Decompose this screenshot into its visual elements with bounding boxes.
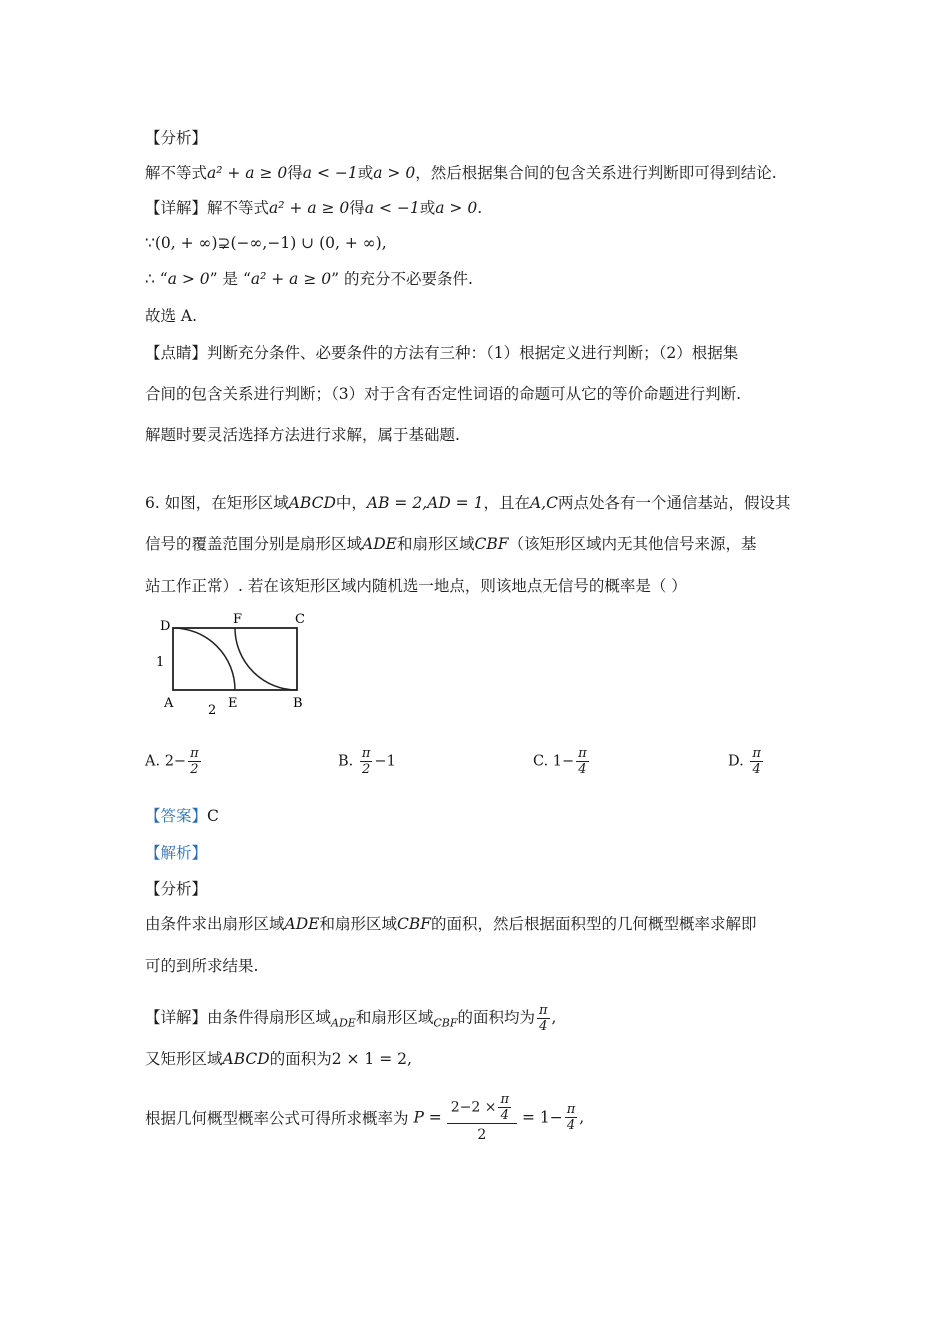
formula-line xyxy=(145,1092,584,1143)
label-e: E xyxy=(228,696,238,711)
math: ADE xyxy=(362,535,397,553)
inner-fraction xyxy=(498,1092,511,1123)
numerator: π xyxy=(500,1092,510,1107)
detail-line-2 xyxy=(145,1003,556,1035)
numerator xyxy=(447,1092,517,1123)
numerator: π xyxy=(361,746,371,761)
option-d-fraction xyxy=(750,746,763,777)
text: ∴ “ xyxy=(145,270,168,288)
text: 得 xyxy=(349,199,365,217)
analysis-heading-2: 【分析】 xyxy=(145,880,208,898)
analysis-heading: 【分析】 xyxy=(145,129,208,147)
text: 信号的覆盖范围分别是扇形区域 xyxy=(145,535,363,553)
result-fraction xyxy=(565,1102,578,1133)
text: 或 xyxy=(357,164,374,182)
rect-area-line xyxy=(145,1048,412,1070)
text: 和扇形区域 xyxy=(396,535,475,553)
option-b-tail: −1 xyxy=(374,753,396,770)
text: 中， xyxy=(335,494,367,512)
option-a-fraction xyxy=(188,746,201,777)
option-a-whole: 2− xyxy=(164,753,187,770)
question-line-3: 站工作正常）. 若在该矩形区域内随机选一地点，则该地点无信号的概率是（ ） xyxy=(145,577,687,595)
answer-line xyxy=(145,805,219,827)
therefore-line xyxy=(145,268,473,290)
text: , xyxy=(579,1108,585,1127)
answer-label: 【答案】 xyxy=(145,807,208,825)
denominator: 4 xyxy=(500,1108,509,1123)
math: ABCD xyxy=(222,1050,270,1068)
tips-line-1: 【点睛】判断充分条件、必要条件的方法有三种：（1）根据定义进行判断；（2）根据集 xyxy=(145,344,739,362)
text: ，且在 xyxy=(483,494,530,512)
option-c-label: C. xyxy=(533,753,549,770)
text: 解不等式 xyxy=(207,199,270,217)
denominator: 2 xyxy=(477,1127,487,1143)
text: 的面积均为 xyxy=(457,1008,535,1027)
analysis-line xyxy=(145,162,777,184)
numerator: π xyxy=(566,1102,576,1117)
text: 的面积为 xyxy=(269,1050,332,1068)
math: P = xyxy=(413,1108,442,1127)
option-a-label: A. xyxy=(145,753,161,770)
math: 2 × 1 = 2, xyxy=(331,1050,412,1068)
text: 或 xyxy=(419,199,436,217)
text: 两点处各有一个通信基站，假设其 xyxy=(557,494,791,512)
math: a > 0 xyxy=(167,270,210,288)
denominator: 4 xyxy=(566,1118,576,1133)
label-b: B xyxy=(293,696,303,711)
math: ADE xyxy=(331,1016,356,1030)
text: ” 的充分不必要条件. xyxy=(331,270,473,288)
math: = 1− xyxy=(521,1108,563,1127)
numerator: π xyxy=(538,1003,548,1018)
math: ABCD xyxy=(288,494,336,512)
text: 解不等式 xyxy=(145,164,208,182)
question-line-2 xyxy=(145,533,757,555)
choice-line: 故选 A. xyxy=(145,307,198,325)
denominator: 2 xyxy=(190,762,199,777)
math: A,C xyxy=(529,494,558,512)
option-c-whole: 1− xyxy=(552,753,575,770)
solution-label: 【解析】 xyxy=(145,844,208,862)
denominator: 2 xyxy=(362,762,371,777)
label-d: D xyxy=(160,619,171,634)
option-a[interactable] xyxy=(145,746,203,777)
option-d-label: D. xyxy=(728,753,744,770)
option-c[interactable] xyxy=(533,746,591,777)
option-c-fraction xyxy=(576,746,589,777)
detail-heading: 【详解】 xyxy=(145,199,208,217)
denominator: 4 xyxy=(752,762,761,777)
option-b-label: B. xyxy=(338,753,354,770)
option-b[interactable] xyxy=(338,746,396,777)
text: 由条件求出扇形区域 xyxy=(145,915,285,933)
text: ” 是 “ xyxy=(209,270,251,288)
math: a > 0 xyxy=(373,164,416,182)
text: 和扇形区域 xyxy=(355,1008,434,1027)
math: a > 0. xyxy=(435,199,483,217)
detail-line xyxy=(145,197,482,219)
text: 得 xyxy=(287,164,303,182)
question-line-1 xyxy=(145,492,790,514)
numerator: π xyxy=(752,746,761,761)
text: （该矩形区域内无其他信号来源，基 xyxy=(508,535,757,553)
tips-line-2: 合间的包含关系进行判断；（3）对于含有否定性词语的命题可从它的等价命题进行判断. xyxy=(145,385,742,403)
analysis-line-2b: 可的到所求结果. xyxy=(145,957,259,975)
numerator: π xyxy=(578,746,587,761)
analysis-line-2a xyxy=(145,913,757,935)
math: a² + a ≥ 0 xyxy=(250,270,332,288)
math: AB = 2,AD = 1 xyxy=(366,494,484,512)
denominator: 4 xyxy=(578,762,587,777)
math: CBF xyxy=(474,535,509,553)
option-b-fraction xyxy=(360,746,373,777)
because-line: ∵(0, + ∞)⊋(−∞,−1) ∪ (0, + ∞), xyxy=(145,234,387,252)
arc-cbf xyxy=(235,628,297,690)
text: 和扇形区域 xyxy=(319,915,397,933)
text: 的面积，然后根据面积型的几何概型概率求解即 xyxy=(430,915,757,933)
math: a² + a ≥ 0 xyxy=(269,199,350,217)
text: 又矩形区域 xyxy=(145,1050,223,1068)
math: a < −1 xyxy=(364,199,420,217)
option-d[interactable] xyxy=(728,746,765,777)
text: 6. 如图，在矩形区域 xyxy=(145,494,289,512)
math: a < −1 xyxy=(302,164,358,182)
label-a: A xyxy=(164,696,174,711)
denominator: 4 xyxy=(539,1019,548,1034)
probability-fraction xyxy=(447,1092,517,1143)
math: a² + a ≥ 0 xyxy=(207,164,288,182)
label-c: C xyxy=(295,612,305,627)
arc-ade xyxy=(173,628,235,690)
text: , xyxy=(551,1008,557,1027)
text: 【详解】由条件得扇形区域 xyxy=(145,1008,332,1027)
math: 2−2 × xyxy=(450,1099,497,1116)
label-f: F xyxy=(233,612,243,627)
label-side-length: 1 xyxy=(156,655,165,670)
math: CBF xyxy=(396,915,431,933)
text: 根据几何概型概率公式可得所求概率为 xyxy=(145,1109,409,1128)
rectangle-figure xyxy=(150,608,320,718)
numerator: π xyxy=(190,746,199,761)
text: ，然后根据集合间的包含关系进行判断即可得到结论. xyxy=(415,164,777,182)
tips-line-3: 解题时要灵活选择方法进行求解，属于基础题. xyxy=(145,426,460,444)
area-fraction xyxy=(537,1003,550,1034)
label-bottom-length: 2 xyxy=(208,703,217,718)
math: ADE xyxy=(284,915,320,933)
math: CBF xyxy=(433,1016,458,1030)
answer-value: C xyxy=(207,807,219,825)
